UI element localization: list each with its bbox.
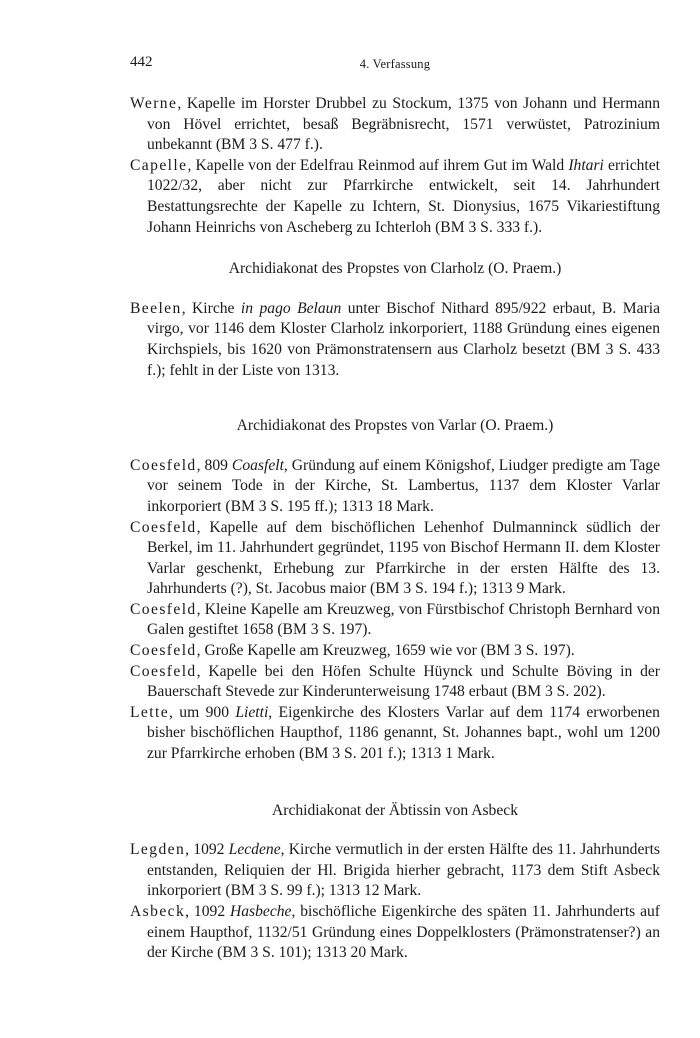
entry-text: errichtet 1022/32, aber nicht zur Pfarrkirche entwickelt, seit 14. Jahrhundert Bestattungsrechte der Kapelle zu Ichtern, St. Dionysius, 1675 Vikariestiftung Johann Heinrichs von Ascheberg zu Ichterloh (BM 3 S. 333 f.). xyxy=(147,156,660,236)
entry-place-name: Beelen xyxy=(130,299,182,317)
section-heading-asbeck: Archidiakonat der Äbtissin von Asbeck xyxy=(272,801,518,819)
entry-place-name: Asbeck xyxy=(130,903,186,920)
entry-beelen xyxy=(130,299,660,381)
entry-lette xyxy=(130,703,660,765)
entry-historic-name: Lecdene xyxy=(228,841,281,859)
entries-top xyxy=(130,94,660,238)
entry-place-name: Coesfeld xyxy=(130,662,197,680)
entry-text: , Kapelle im Horster Drubbel zu Stockum, 1375 von Johann und Hermann von Hövel errichtet, besaß Begräbnisrecht, 1571 verwüstet, Patrozinium unbekannt (BM 3 S. 477 f.). xyxy=(147,95,660,154)
entry-place-name: Capelle xyxy=(130,156,188,174)
entry-capelle xyxy=(130,156,660,238)
entry-text: , Kirche xyxy=(181,299,241,317)
entry-legden xyxy=(130,840,660,902)
page-header xyxy=(130,52,660,74)
entry-asbeck xyxy=(130,902,660,964)
entry-place-name: Coesfeld xyxy=(130,642,197,660)
entries-clarholz xyxy=(130,299,660,381)
entry-text: , Kirche vermutlich in der ersten Hälfte des 11. Jahrhunderts entstanden, Reliquien der Hl. Brigida hierher gebracht, 1173 dem Stift Asbeck inkorporiert (BM 3 S. 99 f.); 1313 12 Mark. xyxy=(147,841,660,900)
entry-text: , Eigenkirche des Klosters Varlar auf dem 1174 erworbenen bisher bischöflichen Haupthof, 1186 genannt, St. Johannes bapt., wohl um 1200 zur Pfarrkirche erhoben (BM 3 S. 201 f.); 1313 1 Mark. xyxy=(147,703,660,763)
entry-text: , Kapelle von der Edelfrau Reinmod auf ihrem Gut im Wald xyxy=(187,156,569,174)
entry-coesfeld xyxy=(130,662,660,703)
entry-place-name: Werne xyxy=(130,95,178,112)
entry-text: , 809 xyxy=(196,456,232,474)
entry-place-name: Coesfeld xyxy=(130,600,197,618)
entry-place-name: Coesfeld xyxy=(130,518,197,536)
entry-text: , 1092 xyxy=(185,841,229,859)
entry-text: , 1092 xyxy=(185,903,230,920)
entry-text: , um 900 xyxy=(169,703,236,721)
section-heading-varlar: Archidiakonat des Propstes von Varlar (O. Praem.) xyxy=(236,417,554,435)
entries-varlar xyxy=(130,456,660,765)
entry-werne xyxy=(130,94,660,156)
entry-text: unter Bischof Nithard 895/922 erbaut, B. Maria virgo, vor 1146 dem Kloster Clarholz inkorporiert, 1188 Gründung eines eigenen Kirchspiels, bis 1620 von Prämonstratensern aus Clarholz besetzt (BM 3 S. 433 f.); fehlt in der Liste von 1313. xyxy=(147,299,660,379)
entry-text: , bischöfliche Eigenkirche des späten 11. Jahrhunderts auf einem Haupthof, 1132/51 Gründung eines Doppelklosters (Prämonstratenser?) an der Kirche (BM 3 S. 101); 1313 20 Mark. xyxy=(147,903,660,962)
entry-place-name: Coesfeld xyxy=(130,456,197,474)
entry-coesfeld xyxy=(130,600,660,641)
entry-coesfeld xyxy=(130,641,660,662)
entry-historic-name: Hasbeche xyxy=(229,903,292,920)
entries-asbeck xyxy=(130,840,660,964)
entry-text: , Große Kapelle am Kreuzweg, 1659 wie vor (BM 3 S. 197). xyxy=(196,642,575,660)
entry-text: , Kleine Kapelle am Kreuzweg, von Fürstbischof Christoph Bernhard von Galen gestiftet 1658 (BM 3 S. 197). xyxy=(147,600,660,639)
entry-historic-name: Coasfelt xyxy=(231,456,284,474)
entry-historic-name: Lietti xyxy=(235,703,269,721)
entry-historic-name: in pago Belaun xyxy=(240,299,342,317)
page-number: 442 xyxy=(130,54,153,70)
section-heading-clarholz: Archidiakonat des Propstes von Clarholz (O. Praem.) xyxy=(228,260,562,278)
running-title: 4. Verfassung xyxy=(359,57,431,71)
entry-text: , Gründung auf einem Königshof, Liudger predigte am Tage vor seinem Tode in der Kirche, St. Lambertus, 1137 dem Kloster Varlar inkorporiert (BM 3 S. 195 ff.); 1313 18 Mark. xyxy=(147,456,660,515)
entry-text: , Kapelle auf dem bischöflichen Lehenhof Dulmanninck südlich der Berkel, im 11. Jahrhundert gegründet, 1195 von Bischof Hermann II. dem Kloster Varlar geschenkt, Erhebung zur Pfarrkirche in der ersten Hälfte des 13. Jahrhunderts (?), St. Jacobus maior (BM 3 S. 194 f.); 1313 9 Mark. xyxy=(147,518,660,598)
entry-coesfeld xyxy=(130,456,660,518)
entry-text: , Kapelle bei den Höfen Schulte Hüynck und Schulte Böving in der Bauerschaft Stevede zur Kinderunterweisung 1748 erbaut (BM 3 S. 202). xyxy=(147,662,660,701)
entry-coesfeld xyxy=(130,518,660,600)
page-content xyxy=(130,94,660,964)
entry-place-name: Lette xyxy=(130,703,170,721)
entry-place-name: Legden xyxy=(130,841,186,859)
entry-historic-name: Ihtari xyxy=(568,156,604,174)
